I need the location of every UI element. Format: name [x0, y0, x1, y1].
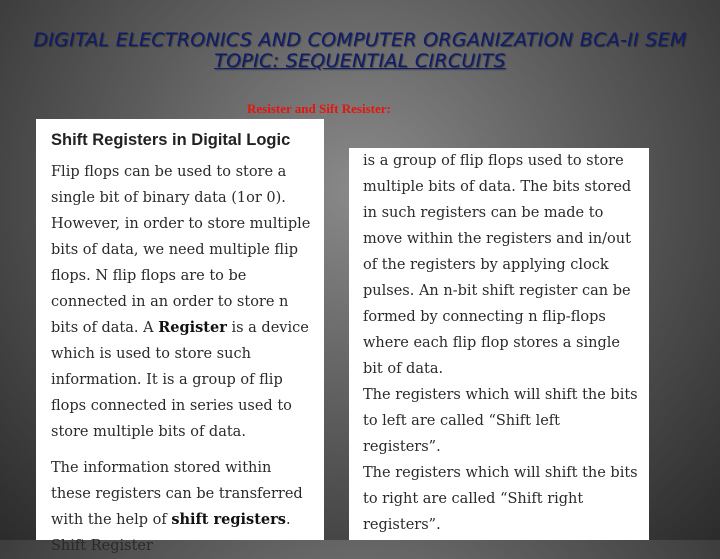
- shift-registers-term: shift registers: [171, 511, 286, 528]
- left-para1-text-b: is a device which is used to store such information. It is a group of flip flops connected in series used to store multiple bits of data.: [51, 320, 309, 440]
- slide-title: [0, 30, 720, 72]
- slide-title-line2: TOPIC: SEQUENTIAL CIRCUITS: [214, 50, 506, 72]
- right-paragraph-3: The registers which will shift the bits to right are called “Shift right registers”.: [363, 465, 638, 533]
- register-term: Register: [158, 319, 227, 336]
- right-paragraph-2: The registers which will shift the bits to left are called “Shift left registers”.: [363, 387, 638, 455]
- left-para2-text-b: . Shift Register: [51, 512, 291, 554]
- panel-heading: Shift Registers in Digital Logic: [51, 131, 291, 149]
- left-para2-text-a: The information stored within these registers can be transferred with the help of: [51, 460, 303, 528]
- right-text-panel: [349, 148, 649, 540]
- slide-title-line1: DIGITAL ELECTRONICS AND COMPUTER ORGANIZATION BCA-II SEM: [33, 29, 687, 51]
- left-text-panel: [36, 119, 324, 554]
- left-paragraph-2: [51, 455, 314, 559]
- right-paragraph-1: is a group of flip flops used to store multiple bits of data. The bits stored in such registers can be made to move within the registers and in/out of the registers by applying clock pulses. An n-bit shift register can be formed by connecting n flip-flops where each flip flop stores a single bit of data.: [363, 153, 632, 377]
- left-paragraph-1: [51, 159, 314, 445]
- left-para1-text-a: Flip flops can be used to store a single bit of binary data (1or 0). However, in order to store multiple bits of data, we need multiple flip flops. N flip flops are to be connected in an order to store n bits of data. A: [51, 164, 311, 336]
- slide-subtitle: Resister and Sift Resister:: [247, 101, 391, 116]
